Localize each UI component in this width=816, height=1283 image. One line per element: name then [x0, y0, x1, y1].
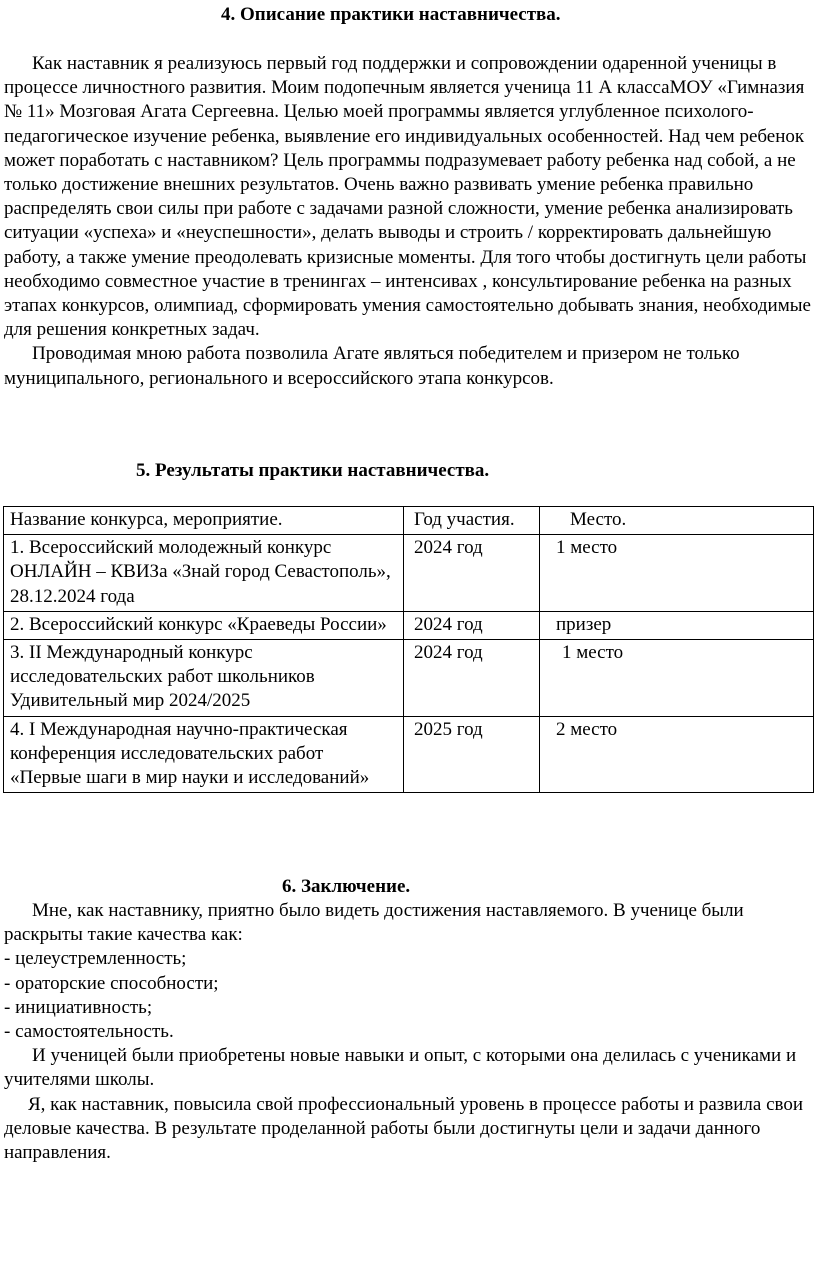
results-table	[3, 506, 814, 793]
table-cell-year: 2024 год	[404, 640, 540, 717]
section-4-title: 4. Описание практики наставничества.	[221, 4, 561, 25]
table-row	[4, 535, 814, 612]
table-cell-year: 2025 год	[404, 716, 540, 793]
quality-list-item: - ораторские способности;	[4, 972, 219, 994]
table-cell-year: 2024 год	[404, 611, 540, 639]
table-header-row	[4, 507, 814, 535]
table-row	[4, 640, 814, 717]
section-6-paragraph-2: И ученицей были приобретены новые навыки и опыт, с которыми она делилась с учениками и учителями школы.	[4, 1045, 797, 1091]
section-6-paragraph-3: Я, как наставник, повысила свой профессиональный уровень в процессе работы и развила свои деловые качества. В результате проделанной работы были достигнуты цели и задачи данного направления.	[4, 1093, 804, 1164]
table-row	[4, 716, 814, 793]
table-cell-name: 1. Всероссийский молодежный конкурс ОНЛАЙН – КВИЗа «Знай город Севастополь», 28.12.2024 года	[4, 535, 404, 612]
table-header-place: Место.	[540, 507, 814, 535]
table-cell-place: 2 место	[540, 716, 814, 793]
section-4-body	[4, 52, 816, 391]
section-6-intro: Мне, как наставнику, приятно было видеть достижения наставляемого. В ученице были раскрыты такие качества как:	[4, 900, 744, 946]
table-cell-name: 4. I Международная научно-практическая конференция исследовательских работ «Первые шаги в мир науки и исследований»	[4, 716, 404, 793]
table-header-year: Год участия.	[404, 507, 540, 535]
quality-list-item: - инициативность;	[4, 996, 153, 1018]
quality-list-item: - самостоятельность.	[4, 1021, 174, 1043]
section-6-title: 6. Заключение.	[282, 876, 411, 897]
table-cell-place: 1 место	[540, 535, 814, 612]
table-row	[4, 611, 814, 639]
table-cell-place: призер	[540, 611, 814, 639]
table-header-name: Название конкурса, мероприятие.	[4, 507, 404, 535]
table-cell-year: 2024 год	[404, 535, 540, 612]
table-cell-name: 2. Всероссийский конкурс «Краеведы России»	[4, 611, 404, 639]
section-4-paragraph-2: Проводимая мною работа позволила Агате являться победителем и призером не только муниципального, регионального и всероссийского этапа конкурсов.	[4, 343, 740, 389]
section-4-paragraph-1: Как наставник я реализуюсь первый год поддержки и сопровождении одаренной ученицы в процессе личностного развития. Моим подопечным является ученица 11 А классаМОУ «Гимназия № 11» Мозговая Агата Сергеевна. Целью моей программы является углубленное психолого-педагогическое изучение ребенка, выявление его индивидуальных особенностей. Над чем ребенок может поработать с наставником? Цель программы подразумевает работу ребенка над собой, а не только достижение внешних результатов. Очень важно развивать умение ребенка правильно распределять свои силы при работе с задачами разной сложности, умение ребенка анализировать ситуации «успеха» и «неуспешности», делать выводы и строить / корректировать дальнейшую работу, а также умение преодолевать кризисные моменты. Для того чтобы достигнуть цели работы необходимо совместное участие в тренингах – интенсивах , консультирование ребенка на разных этапах конкурсов, олимпиад, сформировать умения самостоятельно добывать знания, необходимые для решения конкретных задач.	[4, 53, 811, 341]
quality-list-item: - целеустремленность;	[4, 948, 187, 970]
table-cell-name: 3. II Международный конкурс исследовательских работ школьников Удивительный мир 2024/2025	[4, 640, 404, 717]
section-6-body	[4, 899, 816, 1165]
table-cell-place: 1 место	[540, 640, 814, 717]
section-5-title: 5. Результаты практики наставничества.	[136, 460, 490, 481]
